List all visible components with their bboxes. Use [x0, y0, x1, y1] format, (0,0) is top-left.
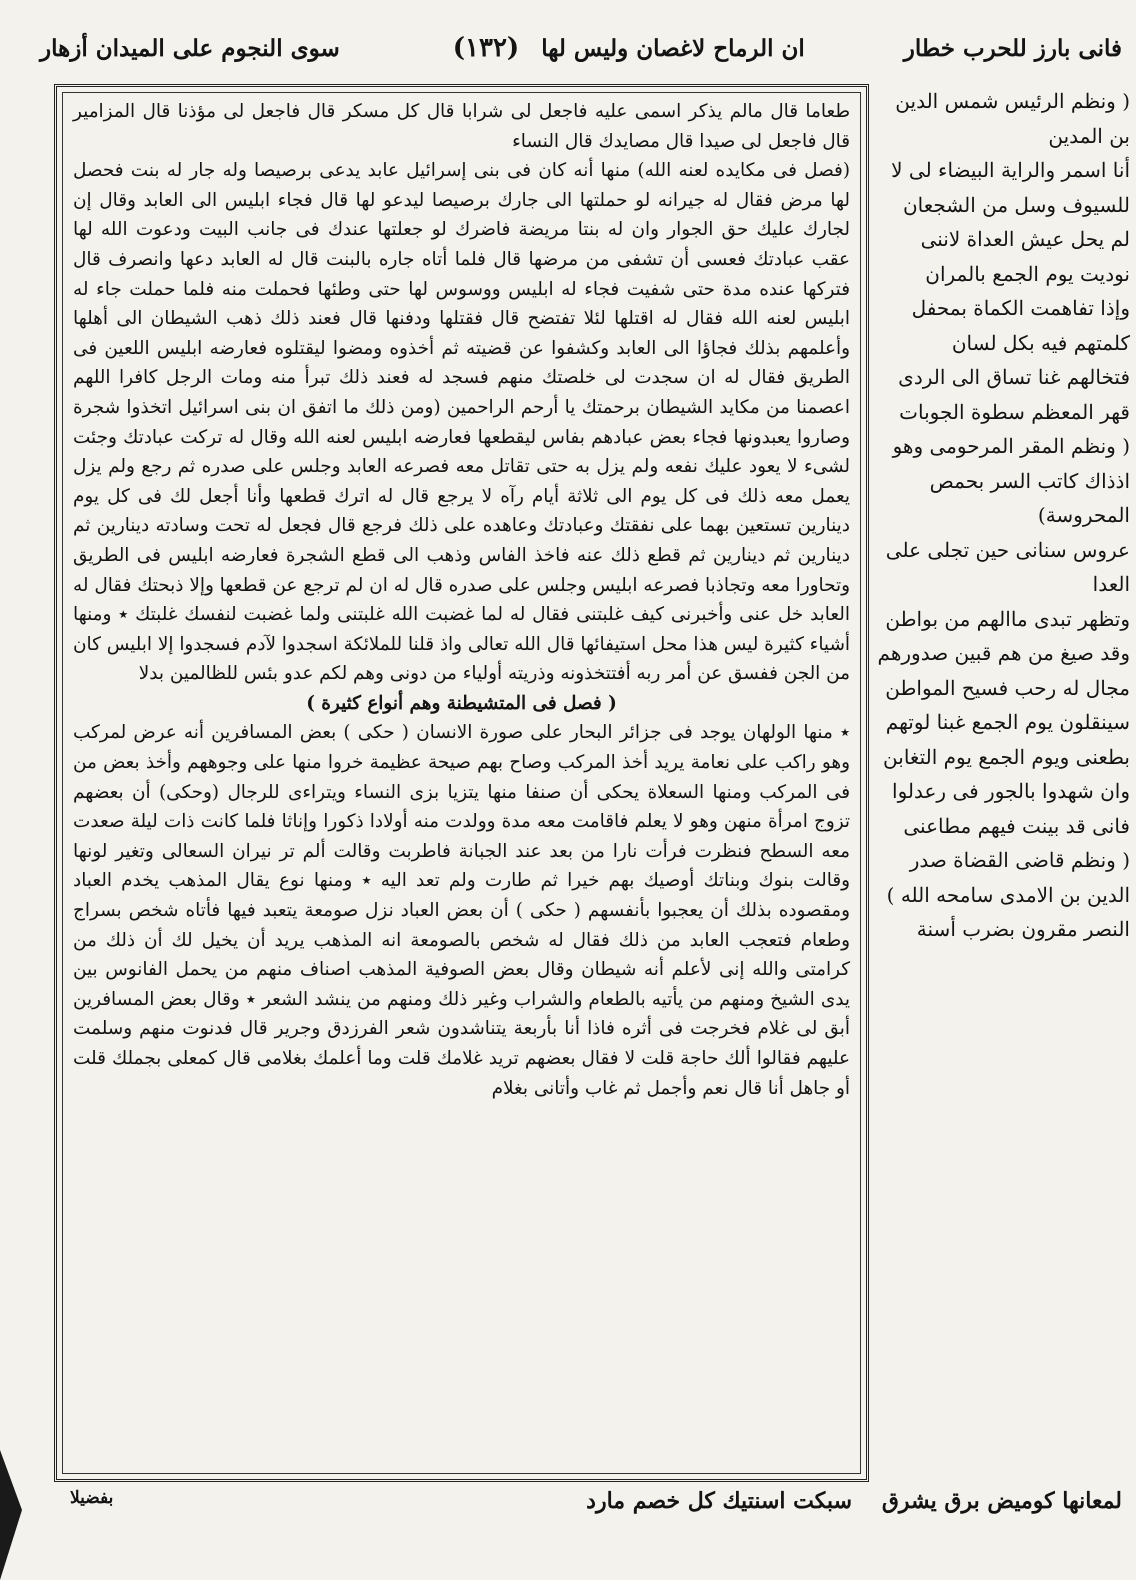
margin-line: مجال له رحب فسيح المواطن: [885, 675, 1130, 700]
header-center: [439, 33, 805, 63]
header-verse-left: سوى النجوم على الميدان أزهار: [40, 34, 340, 62]
catchword: بفضيلا: [70, 1488, 114, 1508]
margin-line: وان شهدوا بالجور فى رعدلوا: [892, 779, 1130, 803]
header-verse-right: فانى بارز للحرب خطار: [903, 34, 1122, 62]
margin-line: ( ونظم قاضى القضاة صدر الدين بن الامدى سامحه الله ): [886, 848, 1130, 907]
margin-line: قهر المعظم سطوة الجوبات: [899, 399, 1130, 424]
margin-line: عروس سنانى حين تجلى على العدا: [885, 537, 1130, 596]
margin-poetry: [874, 84, 1130, 1484]
footer-verse-right: لمعانها كوميض برق يشرق: [881, 1488, 1122, 1514]
main-text: [63, 93, 860, 1103]
margin-line: ( ونظم المقر المرحومى وهو اذذاك كاتب السر بحمص المحروسة): [892, 434, 1130, 527]
footer-verse-middle: سبكت اسنتيك كل خصم مارد: [586, 1488, 852, 1514]
margin-line: أنا اسمر والراية البيضاء لى لا للسيوف وسل من الشجعان: [891, 158, 1130, 217]
header-verse-middle: ان الرماح لاغصان وليس لها: [541, 35, 805, 62]
margin-line: ( ونظم الرئيس شمس الدين بن المدين: [895, 89, 1130, 148]
page-footer: [70, 1488, 1122, 1528]
running-header: [40, 18, 1122, 78]
main-text-inner-border: [62, 92, 861, 1474]
main-paragraph: (فصل فى مكايده لعنه الله) منها أنه كان فى بنى إسرائيل عابد يدعى برصيصا وله جار له بنت فحصل لها مرض فقال له جيرانه لو حملتها الى جارك برصيصا ليدعو لها قال فجاء ابليس الى العابد وقال إن لجارك عليك حق الجوار وان له بنتا مريضة فاضرك لو جعلتها عندك فى جانب البيت ودعوت الله لها عقب عبادتك فعسى أن تشفى من مرضها قال فلما أتاه جاره بالبنت قال له العابد دعها وانصرف قال فتركها عنده مدة حتى شفيت فجاء له ابليس ووسوس لها حتى وطئها فحملت منه فلما حملت جاء له ابليس لعنه الله فقال له اقتلها لئلا تفتضح قال فقتلها ودفنها قال فعند ذلك ذهب الشيطان الى أهلها وأعلمهم بذلك فجاؤا الى العابد وكشفوا عن قضيته ثم أخذوه ومضوا ليقتلوه فعارضه ابليس اللعين فى الطريق فقال له ان سجدت لى خلصتك منهم فسجد له فعند ذلك تبرأ منه ومات الرجل كافرا اللهم اعصمنا من مكايد الشيطان برحمتك يا أرحم الراحمين (ومن ذلك ما اتفق ان بنى اسرائيل اتخذوا شجرة وصاروا يعبدونها فجاء بعض عبادهم بفاس ليقطعها فعارضه ابليس لعنه الله وقال له تركت عبادتك وجئت لشىء لا يعود عليك نفعه ولم يزل به حتى تقاتل معه فصرعه العابد وجلس على صدره ثم رجع ولم يزل يعمل معه ذلك فى كل يوم الى ثلاثة أيام رآه لا يرجع قال له اترك قطعها وأنا أجعل لك فى كل يوم دينارين تستعين بهما على نفقتك وعبادتك وعاهده على ذلك فرجع قال فجعل له تحت وسادته دينارين ثم دينارين ثم دينارين ثم قطع ذلك عنه فاخذ الفاس وذهب الى قطع الشجرة فعارضه ابليس فى الطريق وتحاورا معه وتجاذبا فصرعه ابليس وجلس على صدره قال له ان لم ترجع عن قطعها وإلا ذبحتك فقال له العابد خل عنى وأخبرنى كيف غلبتنى فقال له لما غضبت الله غلبتنى ولما غضبت لنفسك غلبتك ٭ ومنها أشياء كثيرة ليس هذا محل استيفائها قال الله تعالى واذ قلنا للملائكة اسجدوا لآدم فسجدوا إلا ابليس كان من الجن ففسق عن أمر ربه أفتتخذونه وذريته أولياء من دونى وهم لكم عدو بئس للظالمين بدلا: [73, 160, 850, 685]
margin-line: النصر مقرون بضرب أسنة: [916, 917, 1130, 941]
main-paragraph: طعاما قال مالم يذكر اسمى عليه فاجعل لى شرابا قال كل مسكر قال فاجعل لى مؤذنا قال المزامير قال فاجعل لى صيدا قال مصايدك قال النساء: [73, 101, 850, 152]
margin-line: فتخالهم غنا تساق الى الردى: [898, 365, 1130, 389]
margin-line: سينقلون يوم الجمع غبنا لوتهم: [885, 710, 1130, 734]
binding-shadow: [0, 1450, 22, 1580]
margin-line: وتظهر تبدى ماالهم من بواطن: [885, 606, 1130, 631]
margin-line: بطعنى ويوم الجمع يوم التغابن: [883, 744, 1130, 769]
main-text-frame: [54, 84, 869, 1482]
margin-line: وإذا تفاهمت الكماة بمحفل كلمتهم فيه بكل لسان: [911, 296, 1130, 355]
section-heading: ( فصل فى المتشيطنة وهم أنواع كثيرة ): [306, 692, 617, 714]
margin-line: لم يحل عيش العداة لاننى نوديت يوم الجمع بالمران: [920, 227, 1130, 286]
section-paragraph: ٭ منها الولهان يوجد فى جزائر البحار على صورة الانسان ( حكى ) بعض المسافرين أنه عرض لمركب وهو راكب على نعامة يريد أخذ المركب وصاح بهم صيحة عظيمة خروا منها على وجوههم وأخذ بعض من فى المركب ومنها السعلاة يحكى أن صنفا منها يتزيا بزى النساء ويتراءى للرجال (وحكى) أن بعضهم تزوج امرأة منهن وهو لا يعلم فاقامت معه مدة وولدت منه أولادا ذكورا وإناثا فلما كانت ذات ليلة صعدت معه السطح فنظرت فرأت نارا من بعد عند الجبانة فاطربت وقالت ألم تر نيران السعالى وتغير لونها وقالت بنوك وبناتك أوصيك بهم خيرا ثم طارت ولم تعد اليه ٭ ومنها نوع يقال المذهب يخدم العباد ومقصوده بذلك أن يعجبوا بأنفسهم ( حكى ) أن بعض العباد نزل صومعة يتعبد فيها فأتاه شخص بسراج وطعام فتعجب العابد من ذلك فقال له شخص بالصومعة انه المذهب يريد أن يخيل لك أن ذلك من كرامتى والله إنى لأعلم أنه شيطان وقال بعض الصوفية المذهب اصناف منهم من يحمل الفانوس بين يدى الشيخ ومنهم من يأتيه بالطعام والشراب وغير ذلك ومنهم من ينشد الشعر ٭ وقال بعض المسافرين أبق لى غلام فخرجت فى أثره فاذا أنا بأربعة يتناشدون شعر الفرزدق وجرير قال فدنوت منهم وسلمت عليهم فقالوا ألك حاجة قلت لا فقال بعضهم تريد غلامك قلت وما أعلمك بغلامى قال كمعلى بجملك قلت أو جاهل أنا قال نعم وأجمل ثم غاب وأتانى بغلام: [73, 722, 850, 1099]
page-number: (١٣٢): [452, 33, 520, 63]
margin-line: فانى قد بينت فيهم مطاعنى: [903, 813, 1130, 838]
margin-line: وقد صيغ من هم قبين صدورهم: [877, 641, 1130, 665]
